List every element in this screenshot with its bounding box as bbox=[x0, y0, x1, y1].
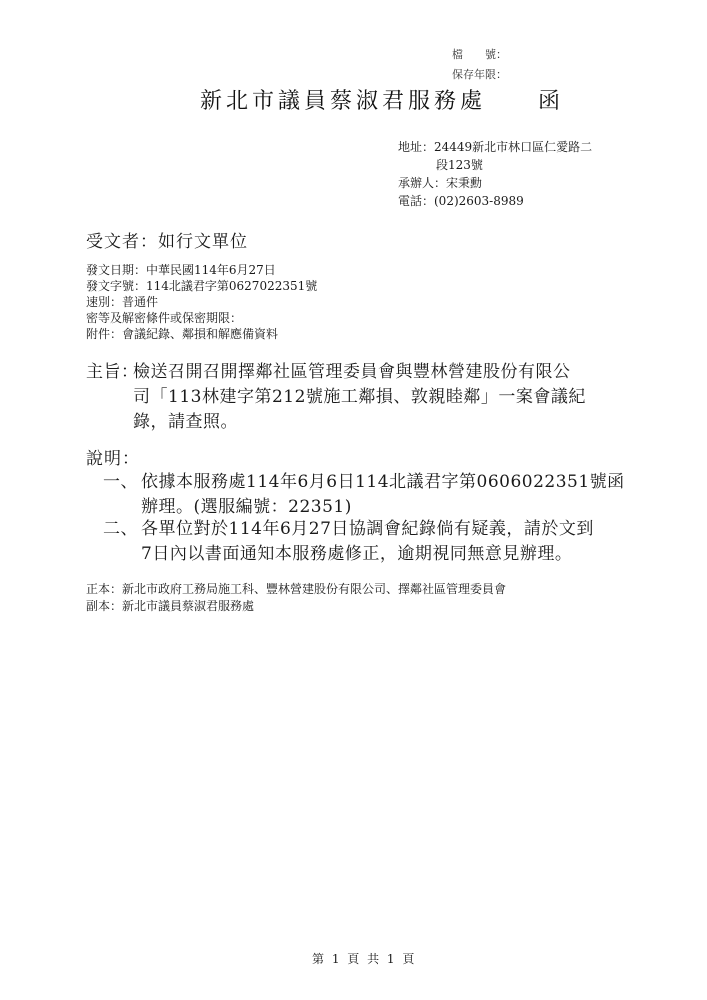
explanation-item-number: 一、 bbox=[103, 472, 138, 492]
delivery-speed: 速別：普通件 bbox=[86, 295, 159, 309]
file-number-label: 檔 號： bbox=[452, 48, 507, 61]
retention-period-label: 保存年限： bbox=[452, 68, 507, 81]
sender-contact: 承辦人：宋秉勳 bbox=[398, 176, 483, 190]
document-number: 發文字號：114北議君字第0627022351號 bbox=[86, 279, 318, 293]
subject-text bbox=[133, 360, 586, 435]
page-number: 第 1 頁 共 1 頁 bbox=[312, 952, 417, 966]
explanation-item-line: 7日內以書面通知本服務處修正，逾期視同無意見辦理。 bbox=[141, 544, 573, 564]
dispatch-date: 發文日期：中華民國114年6月27日 bbox=[86, 263, 276, 277]
subject-label: 主旨： bbox=[86, 362, 139, 382]
explanation-label: 說明： bbox=[86, 449, 140, 469]
subject-line: 司「113林建字第212號施工鄰損、敦親睦鄰」一案會議紀 bbox=[133, 387, 586, 407]
explanation-item-line: 各單位對於114年6月27日協調會紀錄倘有疑義，請於文到 bbox=[141, 519, 594, 539]
distribution-original: 正本：新北市政府工務局施工科、豐林營建股份有限公司、擇鄰社區管理委員會 bbox=[86, 582, 507, 596]
subject-line: 錄，請查照。 bbox=[133, 412, 238, 432]
explanation-item-line: 依據本服務處114年6月6日114北議君字第0606022351號函 bbox=[141, 472, 625, 492]
sender-phone: 電話：(02)2603-8989 bbox=[398, 194, 524, 208]
explanation-item bbox=[141, 470, 625, 520]
attachment: 附件：會議紀錄、鄰損和解應備資料 bbox=[86, 327, 279, 341]
sender-address-line1: 地址：24449新北市林口區仁愛路二 bbox=[398, 140, 593, 154]
dispatch-info bbox=[86, 262, 317, 342]
subject-line: 檢送召開召開擇鄰社區管理委員會與豐林營建股份有限公 bbox=[133, 362, 571, 382]
sender-address-line2: 段123號 bbox=[436, 158, 483, 172]
explanation-item bbox=[141, 517, 594, 567]
recipient: 受文者：如行文單位 bbox=[86, 232, 248, 252]
distribution-copy: 副本：新北市議員蔡淑君服務處 bbox=[86, 599, 255, 613]
document-title: 新北市議員蔡淑君服務處 函 bbox=[200, 89, 565, 114]
sender-block bbox=[398, 138, 592, 210]
explanation-item-number: 二、 bbox=[103, 519, 138, 539]
explanation-item-line: 辦理。(選服編號：22351) bbox=[141, 497, 352, 517]
security-level: 密等及解密條件或保密期限： bbox=[86, 311, 243, 325]
